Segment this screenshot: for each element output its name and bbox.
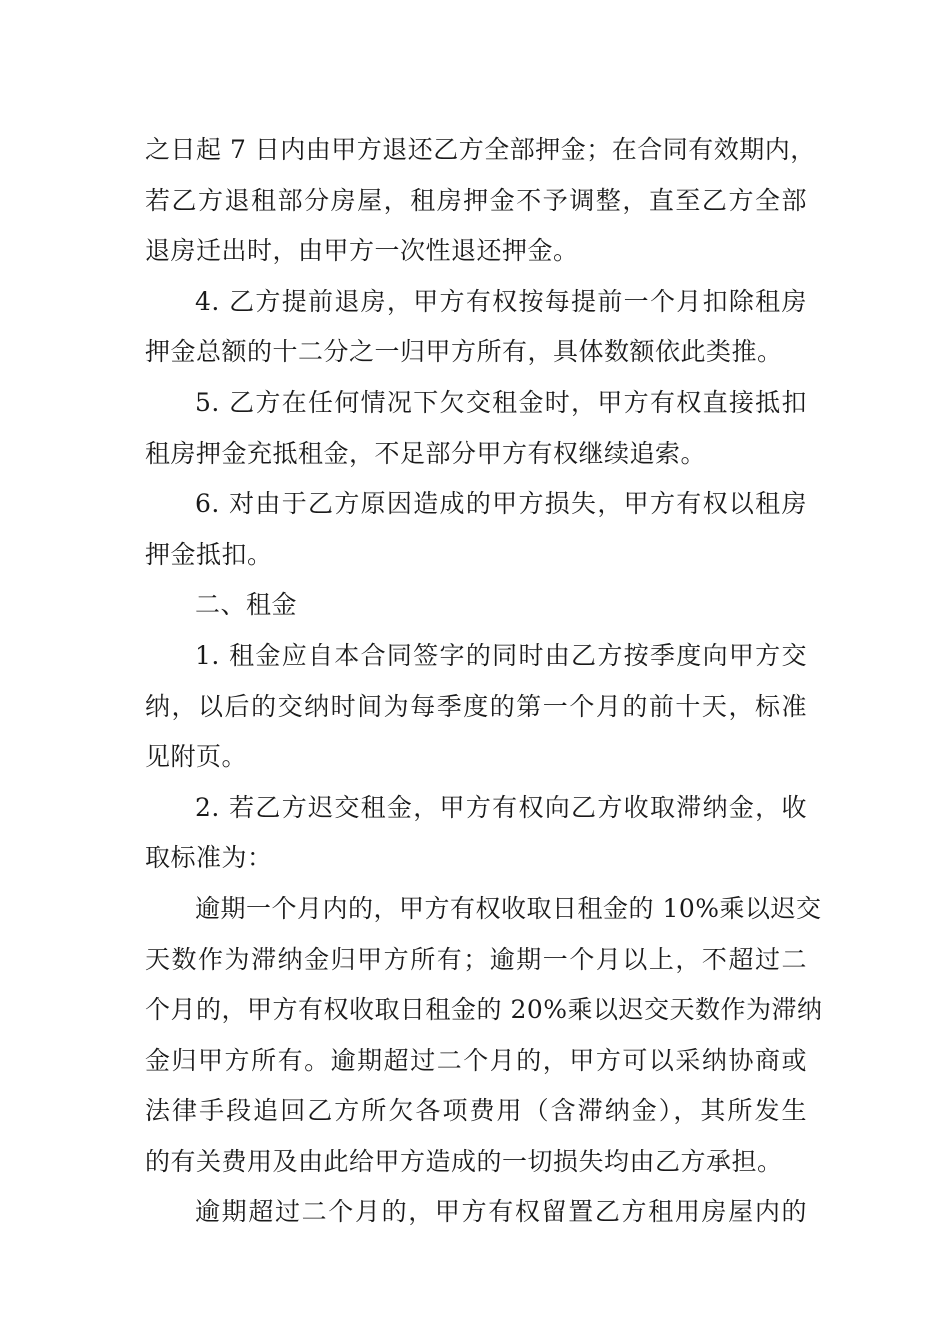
paragraph-deposit-refund (145, 125, 816, 277)
paragraph-rent-1 (145, 631, 807, 783)
text-line: 逾期超过二个月的，甲方有权留置乙方租用房屋内的 (195, 1197, 807, 1227)
text-line: 若乙方退租部分房屋，租房押金不予调整，直至乙方全部 (145, 185, 807, 215)
text-line: 逾期一个月内的，甲方有权收取日租金的 10%乘以迟交 (195, 893, 822, 923)
text-line: 4. 乙方提前退房，甲方有权按每提前一个月扣除租房 (195, 286, 807, 316)
text-line: 见附页。 (145, 742, 248, 772)
text-line: 的有关费用及由此给甲方造成的一切损失均由乙方承担。 (145, 1146, 783, 1176)
section-heading: 二、租金 (195, 590, 298, 620)
text-line: 金归甲方所有。逾期超过二个月的，甲方可以采纳协商或 (145, 1045, 807, 1075)
paragraph-clause-5 (145, 378, 807, 479)
paragraph-overdue-lien (145, 1187, 807, 1238)
paragraph-overdue-fee (145, 884, 823, 1188)
text-line: 法律手段追回乙方所欠各项费用（含滞纳金），其所发生 (145, 1096, 807, 1126)
text-line: 纳，以后的交纳时间为每季度的第一个月的前十天，标准 (145, 691, 807, 721)
text-line: 之日起 7 日内由甲方退还乙方全部押金；在合同有效期内， (145, 135, 816, 164)
text-line: 取标准为： (145, 843, 273, 873)
text-line: 6. 对由于乙方原因造成的甲方损失，甲方有权以租房 (195, 489, 807, 519)
text-line: 租房押金充抵租金，不足部分甲方有权继续追索。 (145, 438, 707, 468)
paragraph-rent-2 (145, 783, 807, 884)
text-line: 5. 乙方在任何情况下欠交租金时，甲方有权直接抵扣 (195, 387, 807, 417)
text-line: 押金总额的十二分之一归甲方所有，具体数额依此类推。 (145, 337, 783, 367)
paragraph-clause-4 (145, 277, 807, 378)
section-heading-rent (145, 580, 807, 631)
text-line: 退房迁出时，由甲方一次性退还押金。 (145, 236, 579, 266)
document-body (145, 125, 823, 1238)
text-line: 个月的，甲方有权收取日租金的 20%乘以迟交天数作为滞纳 (145, 995, 823, 1025)
text-line: 2. 若乙方迟交租金，甲方有权向乙方收取滞纳金，收 (195, 792, 807, 822)
text-line: 押金抵扣。 (145, 539, 273, 569)
paragraph-clause-6 (145, 479, 807, 580)
text-line: 1. 租金应自本合同签字的同时由乙方按季度向甲方交 (195, 640, 807, 670)
text-line: 天数作为滞纳金归甲方所有；逾期一个月以上，不超过二 (145, 944, 807, 974)
